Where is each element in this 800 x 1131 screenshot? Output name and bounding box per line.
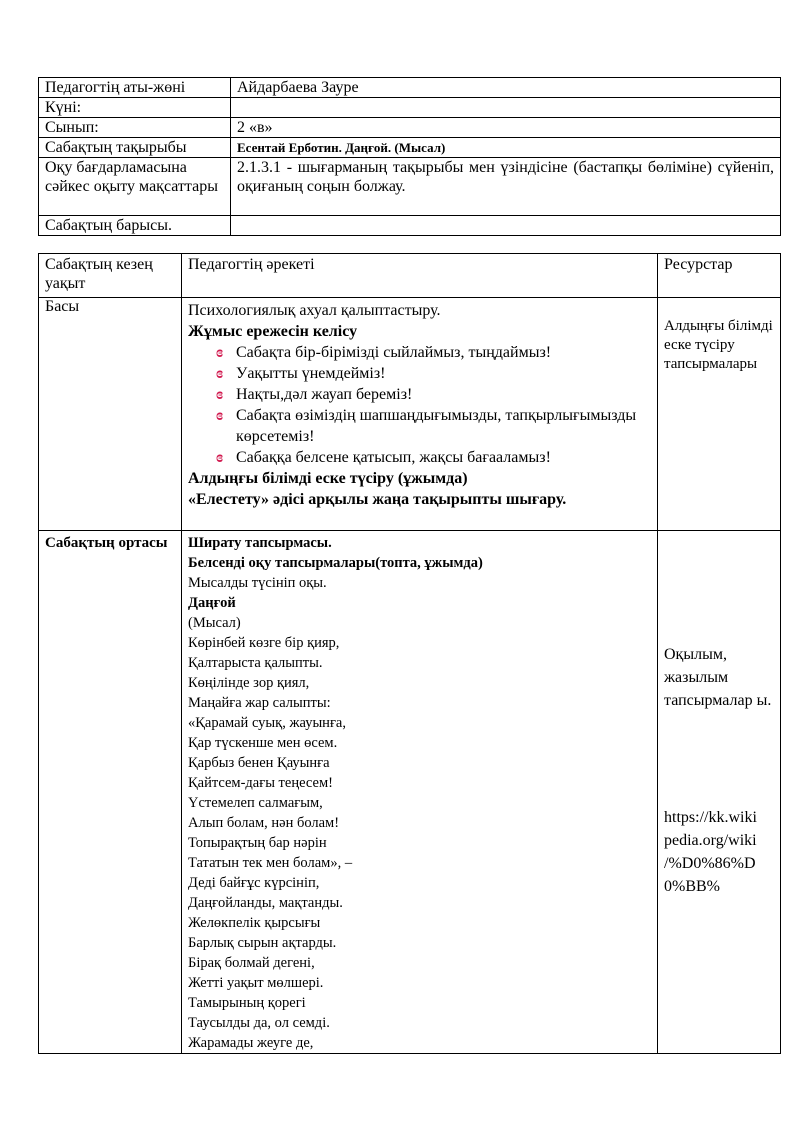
warmup-title: Ширату тапсырмасы. — [188, 535, 332, 551]
spiral-bullet-icon: ɞ — [216, 344, 224, 361]
poem-line: Қарбыз бенен Қауынға — [188, 755, 330, 771]
poem-line: «Қарамай суық, жауынға, — [188, 715, 346, 731]
middle-resources — [658, 531, 781, 1054]
objectives-label: Оқу бағдарламасына сәйкес оқыту мақсаттары — [39, 158, 231, 216]
rule-item: ɞ Сабақта өзіміздің шапшаңдығымызды, тапқырлығымызды көрсетеміз! — [216, 407, 637, 445]
middle-row — [39, 531, 781, 1054]
lesson-plan-table — [38, 253, 781, 1054]
poem-line: Алып болам, нән болам! — [188, 815, 340, 831]
middle-activity — [182, 531, 658, 1054]
poem-line: Тататын тек мен болам», – — [188, 855, 353, 871]
beginning-activity — [182, 298, 658, 531]
spiral-bullet-icon: ɞ — [216, 407, 224, 424]
poem-line: Көңілінде зор қиял, — [188, 675, 310, 691]
rules-title: Жұмыс ережесін келісу — [188, 323, 358, 340]
poem-line: Бірақ болмай дегені, — [188, 955, 315, 971]
poem-line: Жарамады жеуге де, — [188, 1035, 314, 1051]
poem-line: Қайтсем-дағы теңесем! — [188, 775, 333, 791]
poem-line: Таусылды да, ол семді. — [188, 1015, 330, 1031]
date-value — [231, 98, 781, 118]
poem-line: Тамырының қорегі — [188, 995, 306, 1011]
rule-item: ɞ Сабаққа белсене қатысып, жақсы бағааламыз! — [216, 449, 551, 466]
class-value: 2 «в» — [231, 118, 781, 138]
class-label: Сынып: — [39, 118, 231, 138]
poem-line: Топырақтың бар нәрін — [188, 835, 327, 851]
teacher-label: Педагогтің аты-жөні — [39, 78, 231, 98]
poem-line: Желөкпелік қырсығы — [188, 915, 321, 931]
method-title: «Елестету» әдісі арқылы жаңа тақырыпты шығару. — [188, 491, 567, 508]
beginning-stage: Басы — [39, 298, 182, 531]
spiral-bullet-icon: ɞ — [216, 386, 224, 403]
rules-list — [188, 342, 657, 468]
date-label: Күні: — [39, 98, 231, 118]
lesson-info-table — [38, 77, 781, 236]
poem-line: Деді байғұс күрсініп, — [188, 875, 320, 891]
psych-climate-text: Психологиялық ахуал қалыптастыру. — [188, 302, 441, 319]
beginning-row — [39, 298, 781, 531]
recall-title: Алдыңғы білімді еске түсіру (ұжымда) — [188, 470, 468, 487]
middle-stage: Сабақтың ортасы — [39, 531, 182, 1054]
poem-line: Даңғойланды, мақтанды. — [188, 895, 343, 911]
instruction-text: Мысалды түсініп оқы. — [188, 575, 327, 591]
activity-header: Педагогтің әрекеті — [182, 254, 658, 298]
poem-subtitle: (Мысал) — [188, 615, 241, 631]
topic-value: Есентай Ерботин. Даңғой. (Мысал) — [231, 138, 781, 158]
topic-label: Сабақтың тақырыбы — [39, 138, 231, 158]
poem-title: Даңғой — [188, 595, 236, 611]
plan-header-row — [39, 254, 781, 298]
poem-line: Қалтарыста қалыпты. — [188, 655, 323, 671]
reading-writing-resource: Оқылым, жазылым тапсырмалар ы. — [664, 646, 772, 709]
progress-value — [231, 216, 781, 236]
poem-line: Жетті уақыт мөлшері. — [188, 975, 324, 991]
resources-header: Ресурстар — [658, 254, 781, 298]
rule-item: ɞ Сабақта бір-бірімізді сыйлаймыз, тыңдаймыз! — [216, 344, 552, 361]
stage-header: Сабақтың кезең уақыт — [39, 254, 182, 298]
poem-line: Маңайға жар салыпты: — [188, 695, 331, 711]
poem-line: Қар түскенше мен өсем. — [188, 735, 338, 751]
poem-text — [188, 633, 657, 1053]
active-tasks-title: Белсенді оқу тапсырмалары(топта, ұжымда) — [188, 555, 483, 571]
rule-item: ɞ Уақытты үнемдейміз! — [216, 365, 386, 382]
poem-line: Барлық сырын ақтарды. — [188, 935, 337, 951]
poem-line: Көрінбей көзге бір қияр, — [188, 635, 340, 651]
progress-label: Сабақтың барысы. — [39, 216, 231, 236]
beginning-resource: Алдыңғы білімді еске түсіру тапсырмалары — [658, 298, 781, 531]
poem-line: Үстемелеп салмағым, — [188, 795, 323, 811]
teacher-value: Айдарбаева Зауре — [231, 78, 781, 98]
objectives-value: 2.1.3.1 - шығарманың тақырыбы мен үзіндісіне (бастапқы бөліміне) сүйеніп, оқиғаның соңын болжау. — [231, 158, 781, 216]
rule-item: ɞ Нақты,дәл жауап береміз! — [216, 386, 413, 403]
wikipedia-link[interactable]: https://kk.wiki pedia.org/wiki /%D0%86%D 0%BB% — [664, 809, 757, 895]
spiral-bullet-icon: ɞ — [216, 365, 224, 382]
spiral-bullet-icon: ɞ — [216, 449, 224, 466]
